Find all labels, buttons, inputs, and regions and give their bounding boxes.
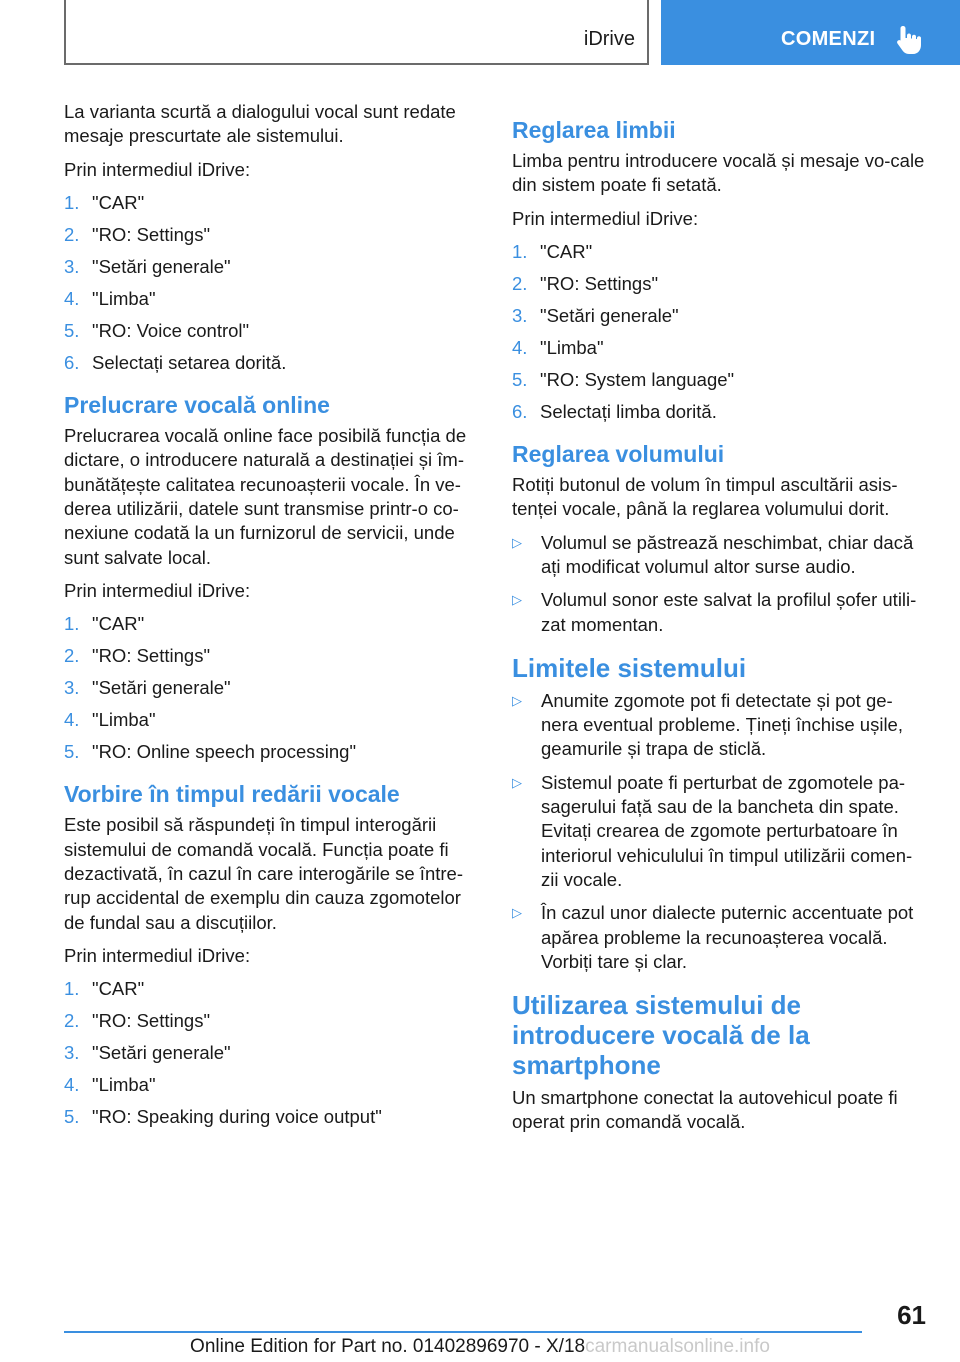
step-number: 3. (64, 677, 80, 699)
left-column (64, 100, 476, 1137)
step-number: 1. (64, 191, 80, 213)
steps-list-speaking (64, 977, 476, 1129)
step-text: "RO: System language" (540, 368, 735, 390)
step-number: 6. (64, 351, 80, 373)
list-item (64, 676, 476, 700)
limits-bullet-list (512, 689, 926, 974)
list-item (64, 977, 476, 1001)
step-number: 1. (64, 978, 80, 1000)
list-item (512, 771, 926, 892)
step-text: "RO: Settings" (92, 1010, 211, 1032)
list-item (64, 255, 476, 279)
header-section-label: iDrive (583, 28, 635, 50)
triangle-bullet-icon: ▷ (512, 905, 522, 921)
step-number: 2. (64, 645, 80, 667)
heading-volume-setting: Reglarea volumului (512, 441, 725, 468)
list-item (64, 612, 476, 636)
step-text: "CAR" (92, 978, 145, 1000)
list-item (64, 644, 476, 668)
step-text: "RO: Speaking during voice output" (92, 1106, 382, 1128)
list-item (512, 689, 926, 762)
list-item (64, 708, 476, 732)
header-chapter-label: COMENZI (781, 28, 876, 50)
step-number: 2. (512, 272, 528, 294)
step-number: 1. (512, 240, 528, 262)
list-item (512, 304, 926, 328)
online-processing-paragraph: Prelucrarea vocală online face posibilă funcția de dictare, o introducere naturală a destinației și îm-bunătățește calitatea recunoașterii vocale. În ve-derea utilizării, datele sunt transmise printr-o co-nexiune codată la un furnizorul de servicii, unde sunt salvate local. (64, 425, 467, 568)
list-item (512, 531, 926, 580)
step-number: 3. (64, 1042, 80, 1064)
step-number: 5. (64, 741, 80, 763)
bullet-text: Anumite zgomote pot fi detectate și pot ge-nera eventual probleme. Țineți închise ușile, geamurile și trapa de sticlă. (541, 689, 903, 760)
steps-list-online-processing (64, 612, 476, 764)
footer-divider (64, 1331, 862, 1333)
list-item (512, 240, 926, 264)
via-idrive-label: Prin intermediul iDrive: (512, 207, 699, 229)
step-text: "Setări generale" (92, 677, 231, 699)
bullet-text: Volumul se păstrează neschimbat, chiar dacă ați modificat volumul altor surse audio. (541, 531, 914, 577)
triangle-bullet-icon: ▷ (512, 534, 522, 550)
list-item (64, 1073, 476, 1097)
step-text: "Setări generale" (92, 255, 231, 277)
step-number: 4. (64, 709, 80, 731)
list-item (64, 1009, 476, 1033)
bullet-text: Sistemul poate fi perturbat de zgomotele pa-sagerului față sau de la bancheta din spate. Evitați crearea de zgomote perturbatoare în interiorul vehiculului în timpul utilizării comen-zii vocale. (541, 771, 913, 890)
list-item (512, 901, 926, 974)
step-number: 3. (512, 304, 528, 326)
list-item (512, 272, 926, 296)
bullet-text: În cazul unor dialecte puternic accentuate pot apărea probleme la recunoașterea vocală. Vorbiți tare și clar. (541, 902, 914, 972)
header-chapter-tab (661, 0, 960, 65)
list-item (512, 336, 926, 360)
header-section-box (64, 0, 649, 65)
step-number: 4. (64, 287, 80, 309)
list-item (64, 1041, 476, 1065)
step-number: 2. (64, 1010, 80, 1032)
via-idrive-label: Prin intermediul iDrive: (64, 944, 251, 966)
page-number: 61 (897, 1300, 926, 1330)
step-number: 5. (64, 1106, 80, 1128)
step-number: 3. (64, 255, 80, 277)
heading-system-limits: Limitele sistemului (512, 652, 747, 683)
steps-list-language (512, 240, 926, 424)
step-text: "Setări generale" (92, 1042, 231, 1064)
footer-edition (0, 1336, 960, 1358)
smartphone-paragraph: Un smartphone conectat la autovehicul poate fi operat prin comandă vocală. (512, 1087, 898, 1133)
footer-edition-text: Online Edition for Part no. 01402896970 - X/18 (190, 1336, 586, 1357)
step-number: 4. (64, 1074, 80, 1096)
list-item (64, 191, 476, 215)
footer-watermark: carmanualsonline.info (585, 1336, 770, 1357)
step-text: Selectați setarea dorită. (92, 351, 287, 373)
via-idrive-label: Prin intermediul iDrive: (64, 579, 251, 601)
list-item (512, 368, 926, 392)
list-item (64, 740, 476, 764)
heading-smartphone-voice-input: Utilizarea sistemului de introducere vocală de la smartphone (512, 990, 810, 1081)
heading-speaking-during-output: Vorbire în timpul redării vocale (64, 781, 400, 808)
triangle-bullet-icon: ▷ (512, 592, 522, 608)
step-number: 5. (512, 368, 528, 390)
step-text: "Limba" (92, 287, 156, 309)
bullet-text: Volumul sonor este salvat la profilul șofer utili-zat momentan. (541, 589, 917, 635)
list-item (64, 223, 476, 247)
triangle-bullet-icon: ▷ (512, 774, 522, 790)
step-number: 5. (64, 319, 80, 341)
step-text: "RO: Settings" (92, 223, 211, 245)
step-text: "RO: Voice control" (92, 319, 250, 341)
step-text: "Limba" (92, 709, 156, 731)
step-text: "CAR" (92, 613, 145, 635)
volume-paragraph: Rotiți butonul de volum în timpul ascultării asis-tenței vocale, până la reglarea volumului dorit. (512, 474, 898, 520)
list-item (64, 1105, 476, 1129)
heading-language-setting: Reglarea limbii (512, 117, 676, 143)
step-number: 4. (512, 336, 528, 358)
intro-paragraph: La varianta scurtă a dialogului vocal sunt redate mesaje prescurtate ale sistemului. (64, 101, 456, 147)
list-item (64, 287, 476, 311)
language-paragraph: Limba pentru introducere vocală și mesaje vo-cale din sistem poate fi setată. (512, 150, 925, 196)
step-text: "Limba" (540, 336, 604, 358)
via-idrive-label: Prin intermediul iDrive: (64, 158, 251, 180)
speaking-paragraph: Este posibil să răspundeți în timpul interogării sistemului de comandă vocală. Funcția poate fi dezactivată, în cazul în care interogările se între-rup accidental de exemplu din cauza zgomotelor de fundal sau a discuțiilor. (64, 814, 463, 933)
hand-pointer-icon (894, 24, 924, 56)
list-item (512, 400, 926, 424)
step-text: "RO: Settings" (540, 272, 659, 294)
step-text: "RO: Settings" (92, 645, 211, 667)
step-text: "CAR" (540, 240, 593, 262)
list-item (512, 588, 926, 637)
triangle-bullet-icon: ▷ (512, 692, 522, 708)
step-text: "Setări generale" (540, 304, 679, 326)
heading-online-voice-processing: Prelucrare vocală online (64, 392, 330, 419)
step-number: 2. (64, 223, 80, 245)
volume-bullet-list (512, 531, 926, 637)
step-number: 1. (64, 613, 80, 635)
step-text: "CAR" (92, 191, 145, 213)
step-text: "Limba" (92, 1074, 156, 1096)
right-column (512, 100, 926, 1144)
list-item (64, 319, 476, 343)
list-item (64, 351, 476, 375)
step-text: Selectați limba dorită. (540, 400, 717, 422)
step-text: "RO: Online speech processing" (92, 741, 357, 763)
step-number: 6. (512, 400, 528, 422)
steps-list-short-dialog (64, 191, 476, 375)
